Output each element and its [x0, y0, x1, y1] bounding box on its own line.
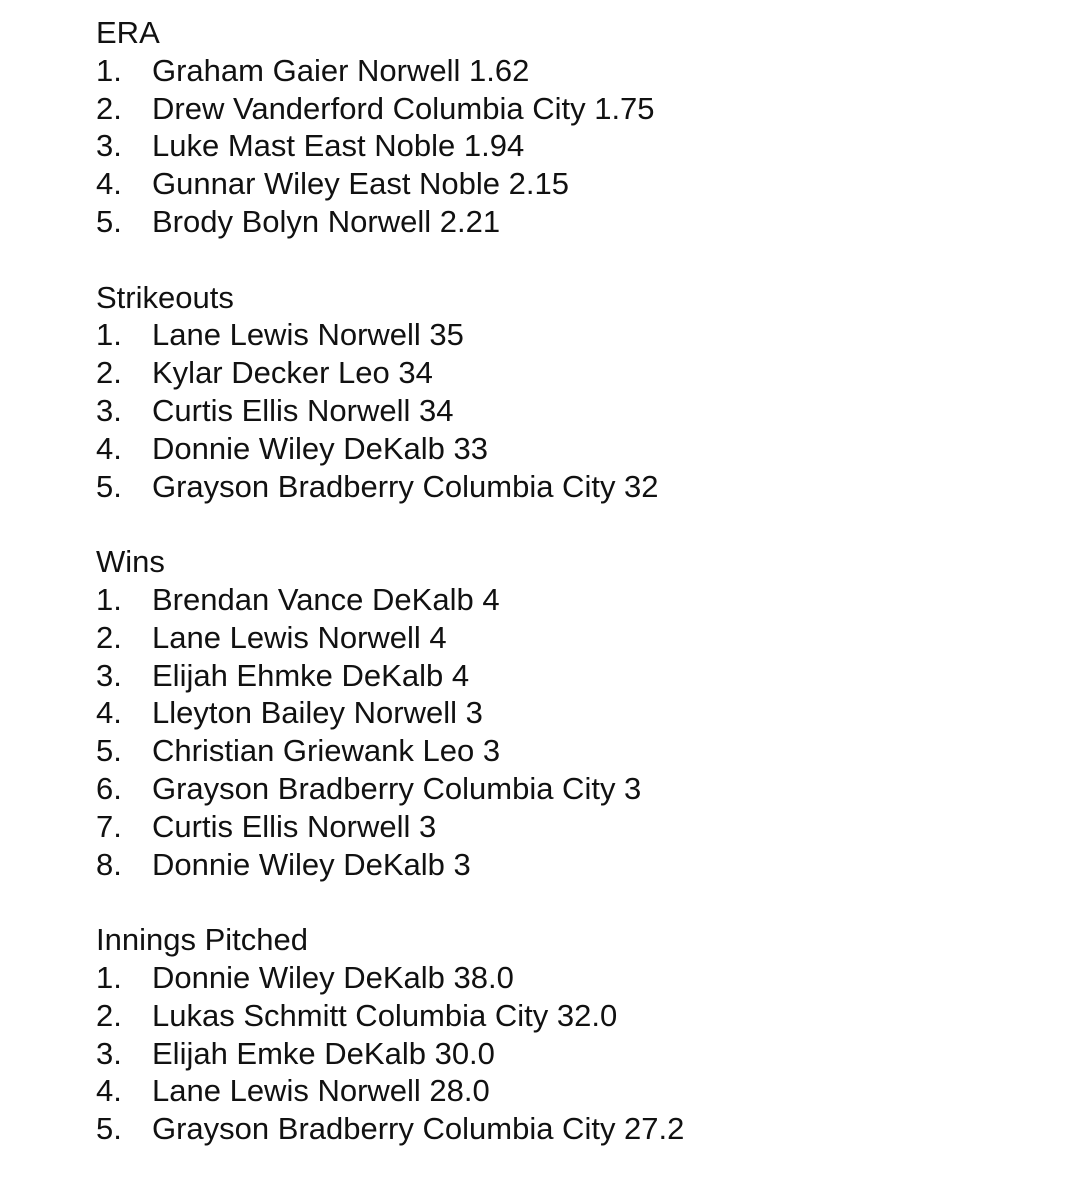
item-text: Lane Lewis Norwell 28.0 [152, 1073, 490, 1109]
item-number: 1. [96, 959, 122, 995]
item-number: 2. [96, 997, 122, 1033]
item-number: 2. [96, 355, 122, 391]
section-wins [96, 543, 1036, 883]
item-number: 4. [96, 166, 122, 202]
list-item [96, 808, 1036, 846]
list-item [96, 392, 1036, 430]
list-item [96, 846, 1036, 884]
item-text: Donnie Wiley DeKalb 38.0 [152, 959, 514, 995]
item-text: Brody Bolyn Norwell 2.21 [152, 203, 501, 239]
list-item [96, 997, 1036, 1035]
item-number: 2. [96, 619, 122, 655]
item-text: Christian Griewank Leo 3 [152, 733, 501, 769]
item-number: 5. [96, 468, 122, 504]
list-item [96, 1035, 1036, 1073]
list-item [96, 694, 1036, 732]
list-item [96, 657, 1036, 695]
item-text: Donnie Wiley DeKalb 3 [152, 846, 471, 882]
section-innings-pitched [96, 921, 1036, 1148]
item-text: Graham Gaier Norwell 1.62 [152, 52, 530, 88]
item-text: Luke Mast East Noble 1.94 [152, 128, 525, 164]
item-number: 1. [96, 52, 122, 88]
item-text: Gunnar Wiley East Noble 2.15 [152, 166, 569, 202]
list-item [96, 165, 1036, 203]
item-text: Elijah Ehmke DeKalb 4 [152, 657, 470, 693]
item-text: Lane Lewis Norwell 4 [152, 619, 447, 655]
item-text: Curtis Ellis Norwell 3 [152, 808, 437, 844]
list-item [96, 1110, 1036, 1148]
section-strikeouts [96, 279, 1036, 506]
list-item [96, 90, 1036, 128]
item-number: 3. [96, 128, 122, 164]
list-item [96, 1072, 1036, 1110]
item-text: Brendan Vance DeKalb 4 [152, 581, 500, 617]
item-text: Lleyton Bailey Norwell 3 [152, 695, 483, 731]
item-text: Donnie Wiley DeKalb 33 [152, 430, 489, 466]
item-number: 4. [96, 1073, 122, 1109]
item-number: 8. [96, 846, 122, 882]
section-heading: Wins [96, 544, 165, 580]
item-number: 4. [96, 695, 122, 731]
section-heading: Strikeouts [96, 279, 234, 315]
list-item [96, 52, 1036, 90]
item-number: 3. [96, 657, 122, 693]
item-number: 7. [96, 808, 122, 844]
item-number: 4. [96, 430, 122, 466]
item-number: 6. [96, 770, 122, 806]
item-text: Grayson Bradberry Columbia City 3 [152, 770, 642, 806]
item-text: Lane Lewis Norwell 35 [152, 317, 464, 353]
list-item [96, 316, 1036, 354]
item-number: 5. [96, 203, 122, 239]
list-item [96, 203, 1036, 241]
section-era [96, 14, 1036, 241]
item-text: Grayson Bradberry Columbia City 27.2 [152, 1111, 685, 1147]
item-number: 5. [96, 1111, 122, 1147]
list-item [96, 959, 1036, 997]
list-item [96, 732, 1036, 770]
item-text: Elijah Emke DeKalb 30.0 [152, 1035, 495, 1071]
item-number: 2. [96, 90, 122, 126]
item-number: 3. [96, 392, 122, 428]
list-item [96, 430, 1036, 468]
list-item [96, 127, 1036, 165]
item-number: 1. [96, 317, 122, 353]
list-item [96, 468, 1036, 506]
item-number: 5. [96, 733, 122, 769]
item-text: Drew Vanderford Columbia City 1.75 [152, 90, 655, 126]
list-item [96, 619, 1036, 657]
item-number: 3. [96, 1035, 122, 1071]
list-item [96, 770, 1036, 808]
item-text: Kylar Decker Leo 34 [152, 355, 433, 391]
list-item [96, 581, 1036, 619]
section-heading: ERA [96, 15, 160, 50]
item-text: Lukas Schmitt Columbia City 32.0 [152, 997, 618, 1033]
stat-leaders-document [96, 14, 1036, 1148]
list-item [96, 354, 1036, 392]
item-text: Curtis Ellis Norwell 34 [152, 392, 454, 428]
item-text: Grayson Bradberry Columbia City 32 [152, 468, 659, 504]
section-heading: Innings Pitched [96, 922, 308, 958]
item-number: 1. [96, 581, 122, 617]
